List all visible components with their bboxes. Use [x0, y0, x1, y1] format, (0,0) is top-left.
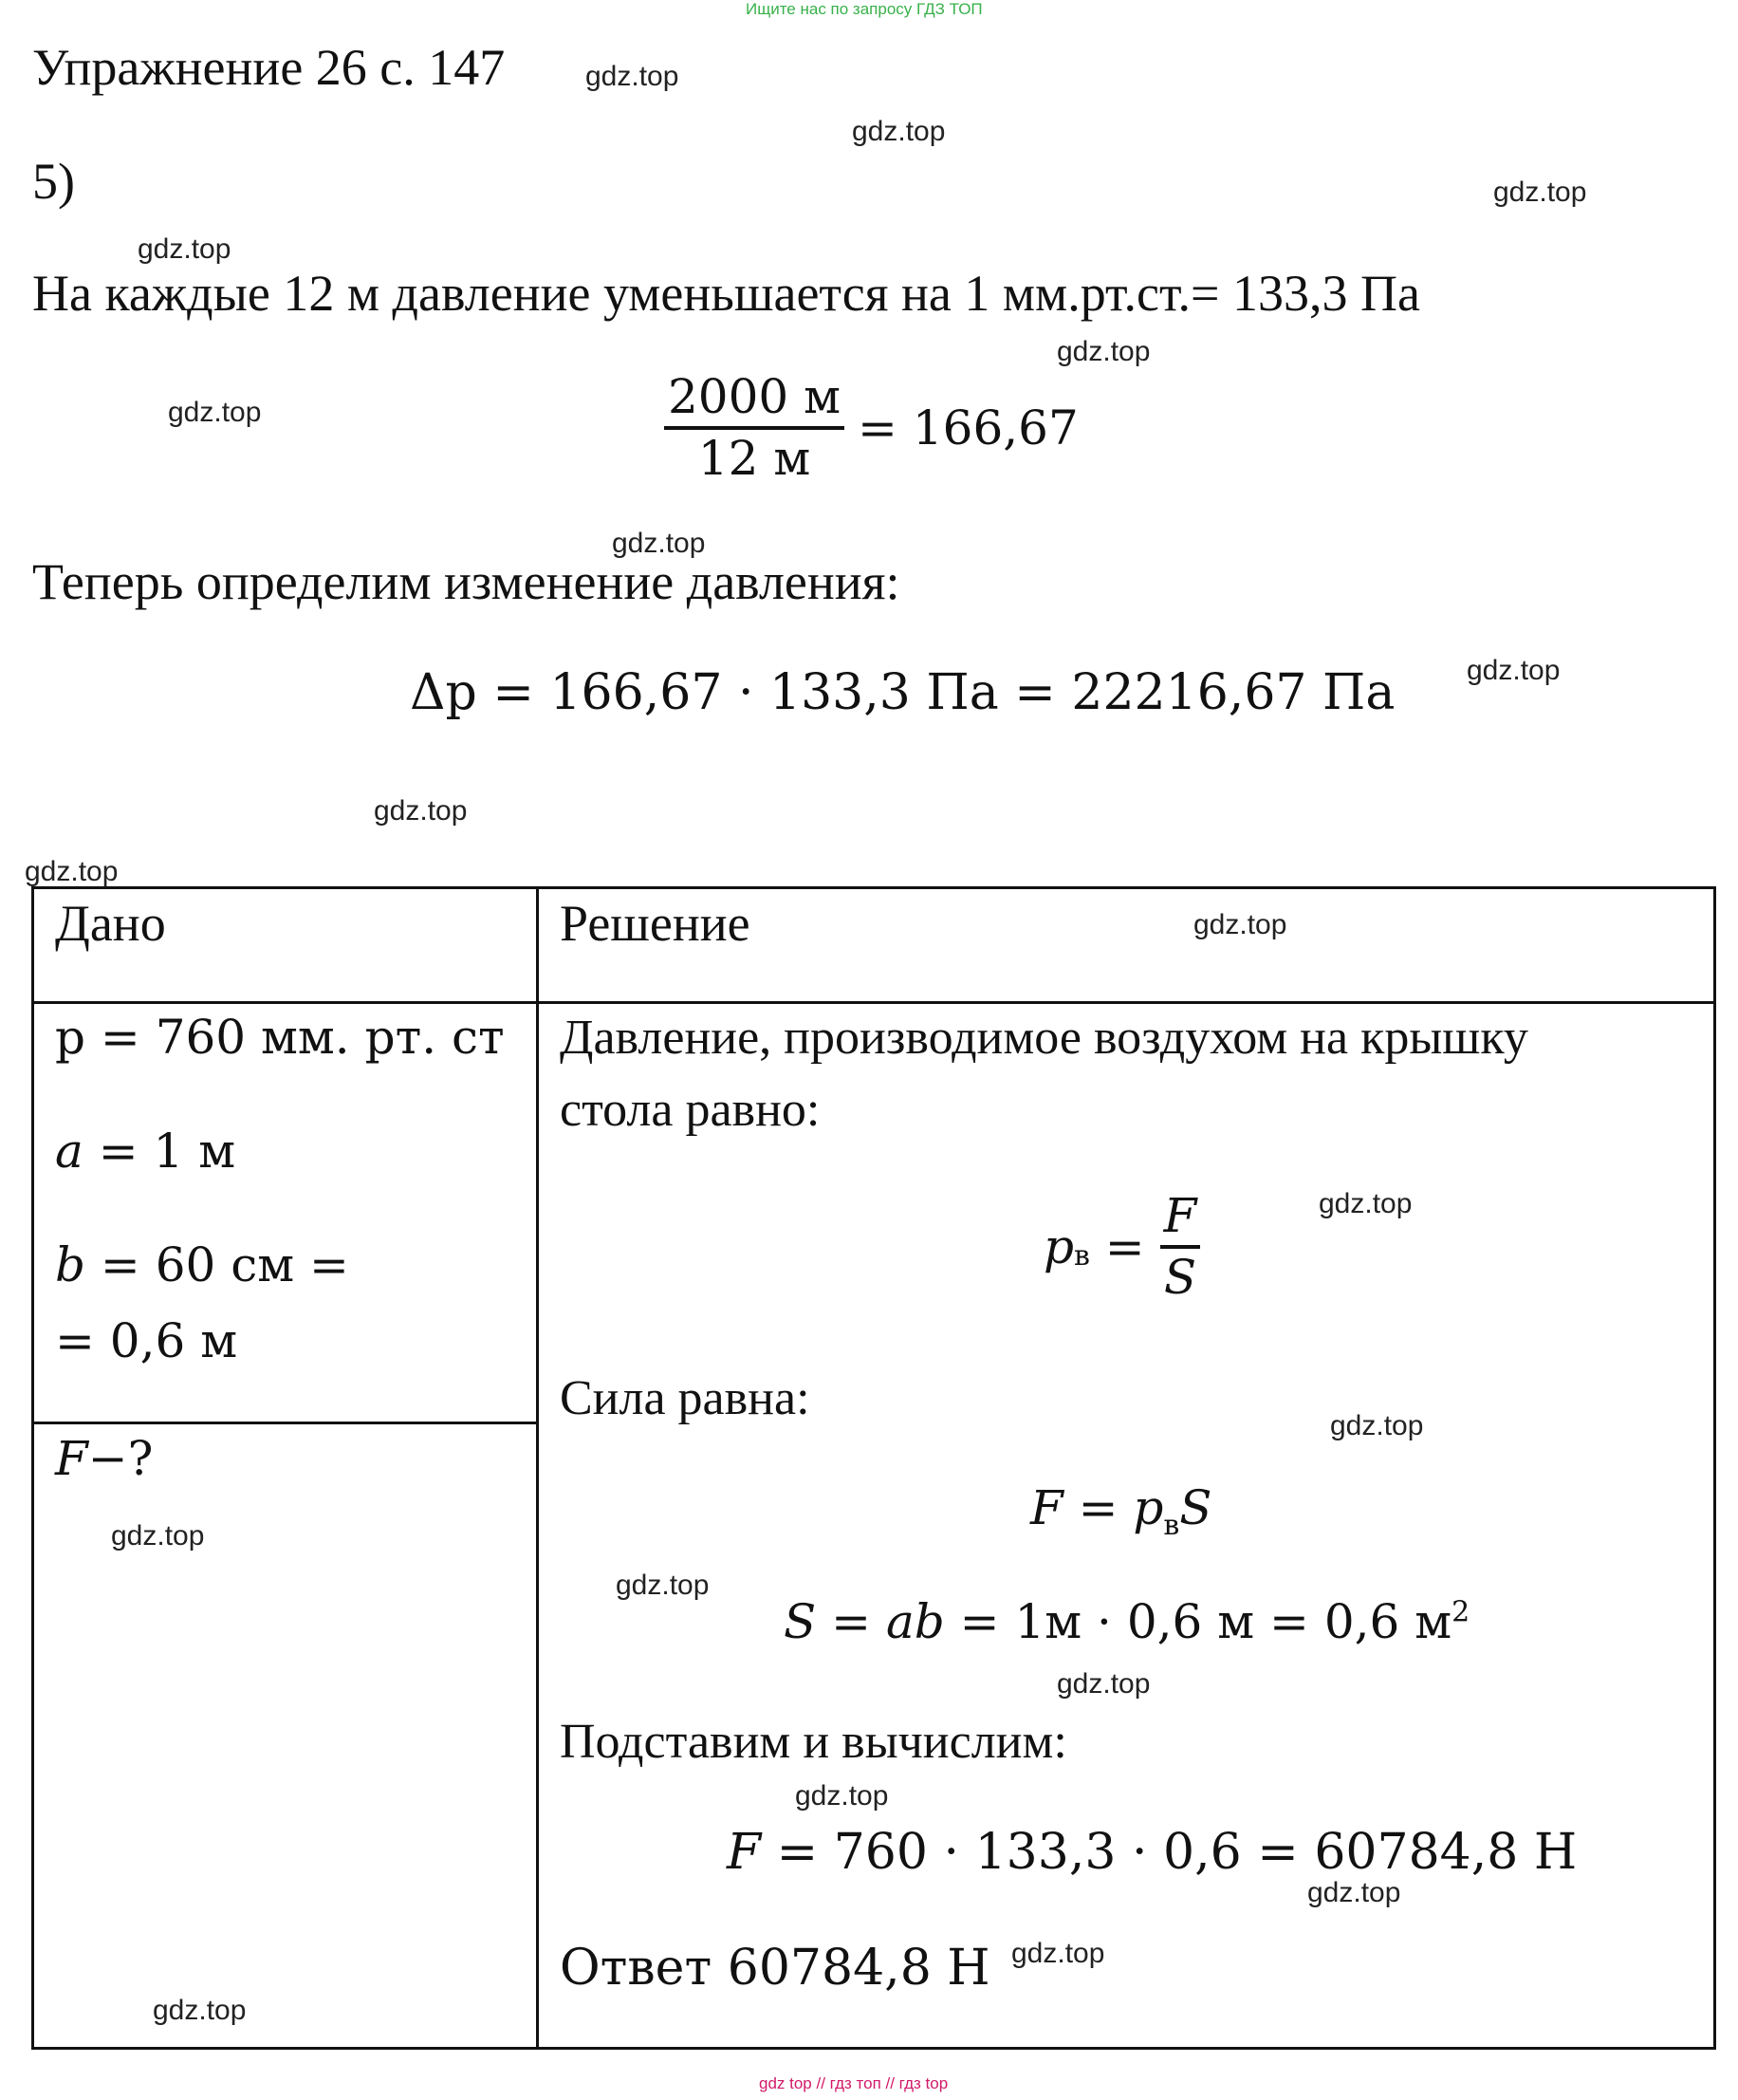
ratio-denominator: 12 м: [697, 430, 811, 486]
part-number: 5): [32, 153, 75, 210]
watermark: gdz.top: [168, 397, 262, 428]
given-find-divider: [31, 1422, 538, 1424]
a-value: = 1 м: [83, 1124, 236, 1179]
exercise-heading: Упражнение 26 с. 147: [32, 39, 506, 96]
watermark: gdz.top: [795, 1780, 889, 1812]
watermark: gdz.top: [1319, 1188, 1413, 1219]
watermark: gdz.top: [1493, 177, 1587, 208]
force-text: Сила равна:: [560, 1371, 810, 1425]
pressure-denominator: S: [1163, 1249, 1197, 1305]
watermark: gdz.top: [138, 233, 231, 265]
pressure-formula: [1044, 1188, 1200, 1305]
given-pressure: p = 760 мм. рт. ст: [55, 1010, 505, 1065]
substitute-text: Подставим и вычислим:: [560, 1715, 1067, 1769]
pressure-numerator: F: [1160, 1191, 1201, 1249]
given-width-b: [55, 1237, 349, 1292]
ratio-result: = 166,67: [858, 400, 1079, 455]
find-question: −?: [87, 1431, 154, 1486]
watermark: gdz.top: [1307, 1877, 1401, 1908]
area-rest: = 1м · 0,6 м = 0,6 м: [944, 1594, 1452, 1649]
solution-intro-line2: стола равно:: [560, 1083, 821, 1137]
force-equals: =: [1063, 1480, 1134, 1535]
watermark: gdz.top: [585, 61, 679, 92]
given-length-a: [55, 1124, 235, 1179]
calc-rest: = 760 · 133,3 · 0,6 = 60784,8 Н: [761, 1824, 1578, 1881]
watermark: gdz.top: [616, 1570, 710, 1601]
pressure-equals: =: [1089, 1218, 1160, 1274]
var-b: b: [55, 1237, 86, 1292]
table-column-divider: [536, 886, 539, 2050]
watermark: gdz.top: [1467, 655, 1561, 686]
area-superscript: 2: [1451, 1595, 1470, 1629]
pressure-subscript: в: [1074, 1239, 1090, 1273]
var-a: a: [55, 1124, 83, 1179]
watermark: gdz.top: [612, 528, 706, 559]
force-s: S: [1179, 1480, 1212, 1535]
ratio-numerator: 2000 м: [664, 372, 844, 430]
find-force: [55, 1431, 153, 1486]
b-value: = 60 см =: [85, 1237, 349, 1292]
var-f: F: [55, 1431, 88, 1486]
area-formula: [784, 1594, 1470, 1649]
force-subscript: в: [1163, 1509, 1180, 1542]
calc-f: F: [727, 1824, 762, 1881]
next-step-text: Теперь определим изменение давления:: [32, 553, 900, 610]
given-width-conversion: = 0,6 м: [55, 1313, 238, 1368]
pressure-fraction: [1160, 1188, 1201, 1305]
watermark: gdz.top: [374, 795, 468, 827]
watermark: gdz.top: [111, 1520, 205, 1552]
watermark: gdz.top: [25, 856, 119, 887]
force-formula: [1030, 1480, 1212, 1542]
footer-watermark: gdz top // гдз топ // гдз top: [759, 2074, 949, 2092]
area-ab: ab: [885, 1594, 945, 1649]
answer-text: Ответ 60784,8 Н: [560, 1940, 990, 1997]
watermark: gdz.top: [1057, 336, 1151, 367]
force-lhs: F: [1030, 1480, 1063, 1535]
final-calculation: [727, 1824, 1577, 1881]
delta-formula: Δp = 166,67 · 133,3 Па = 22216,67 Па: [410, 664, 1396, 721]
force-p: p: [1133, 1480, 1164, 1535]
pressure-lhs: p: [1044, 1218, 1075, 1274]
statement-text: На каждые 12 м давление уменьшается на 1 мм.рт.ст.= 133,3 Па: [32, 265, 1420, 322]
watermark: gdz.top: [1011, 1938, 1105, 1969]
watermark: gdz.top: [1057, 1668, 1151, 1700]
area-equals: =: [816, 1594, 886, 1649]
given-header: Дано: [55, 895, 166, 952]
watermark: gdz.top: [1330, 1410, 1424, 1441]
watermark: gdz.top: [1193, 909, 1287, 940]
ratio-fraction: [664, 369, 844, 486]
area-s: S: [784, 1594, 817, 1649]
ratio-formula: [664, 369, 1079, 486]
table-header-divider: [31, 1001, 1716, 1004]
watermark: gdz.top: [153, 1995, 247, 2026]
watermark: gdz.top: [852, 116, 946, 147]
solution-header: Решение: [560, 895, 750, 952]
search-banner: Ищите нас по запросу ГДЗ ТОП: [746, 0, 983, 18]
solution-intro-line1: Давление, производимое воздухом на крышку: [560, 1011, 1528, 1065]
